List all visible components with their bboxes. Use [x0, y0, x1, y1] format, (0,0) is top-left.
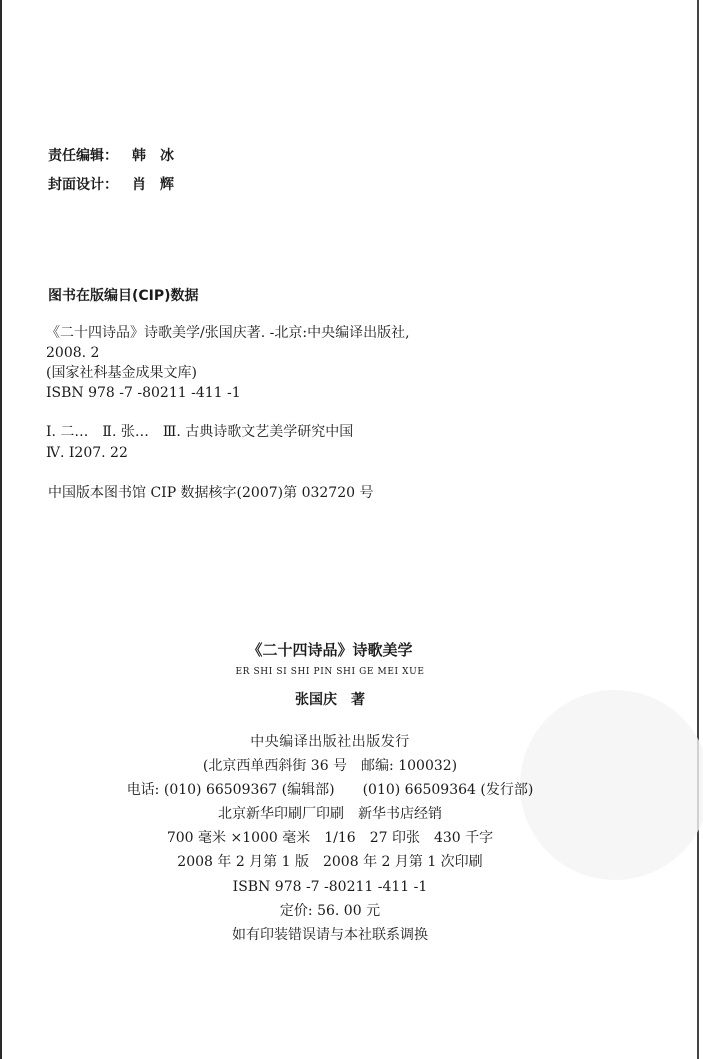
price-line: 定价: 56. 00 元 — [279, 903, 381, 919]
editor-credit — [48, 147, 174, 165]
cip-line-series: (国家社科基金成果文库) — [46, 365, 197, 381]
printer-line: 北京新华印刷厂印刷 新华书店经销 — [218, 806, 442, 822]
cover-credit — [48, 176, 174, 194]
publisher-phone: 电话: (010) 66509367 (编辑部) (010) 66509364 (发行部) — [126, 782, 534, 798]
cover-name: 肖 辉 — [132, 177, 174, 193]
cip-line-classification: Ⅳ. I207. 22 — [46, 445, 128, 461]
book-author: 张国庆 著 — [295, 692, 365, 708]
book-title: 《二十四诗品》诗歌美学 — [247, 641, 413, 659]
cip-line-date: 2008. 2 — [46, 345, 100, 361]
editor-name: 韩 冰 — [132, 148, 174, 164]
format-line: 700 毫米 ×1000 毫米 1/16 27 印张 430 千字 — [166, 830, 494, 846]
publisher-address: (北京西单西斜街 36 号 邮编: 100032) — [202, 758, 458, 774]
defect-notice: 如有印装错误请与本社联系调换 — [232, 927, 428, 943]
editor-label: 责任编辑： — [48, 148, 118, 164]
cover-label: 封面设计： — [48, 177, 118, 193]
page-edge-left — [0, 0, 2, 1059]
edition-line: 2008 年 2 月第 1 版 2008 年 2 月第 1 次印刷 — [177, 854, 483, 870]
cip-heading: 图书在版编目(CIP)数据 — [48, 288, 199, 304]
cip-record-number: 中国版本图书馆 CIP 数据核字(2007)第 032720 号 — [48, 485, 374, 501]
cip-line-isbn: ISBN 978 -7 -80211 -411 -1 — [46, 385, 241, 401]
colophon-isbn: ISBN 978 -7 -80211 -411 -1 — [232, 879, 428, 895]
publisher-line: 中央编译出版社出版发行 — [250, 734, 410, 750]
book-title-pinyin: ER SHI SI SHI PIN SHI GE MEI XUE — [235, 667, 425, 677]
cip-line-subjects: Ⅰ. 二… Ⅱ. 张… Ⅲ. 古典诗歌文艺美学研究中国 — [46, 424, 354, 440]
page-edge-right — [697, 0, 699, 1059]
cip-line-title: 《二十四诗品》诗歌美学/张国庆著. -北京:中央编译出版社, — [46, 325, 410, 341]
